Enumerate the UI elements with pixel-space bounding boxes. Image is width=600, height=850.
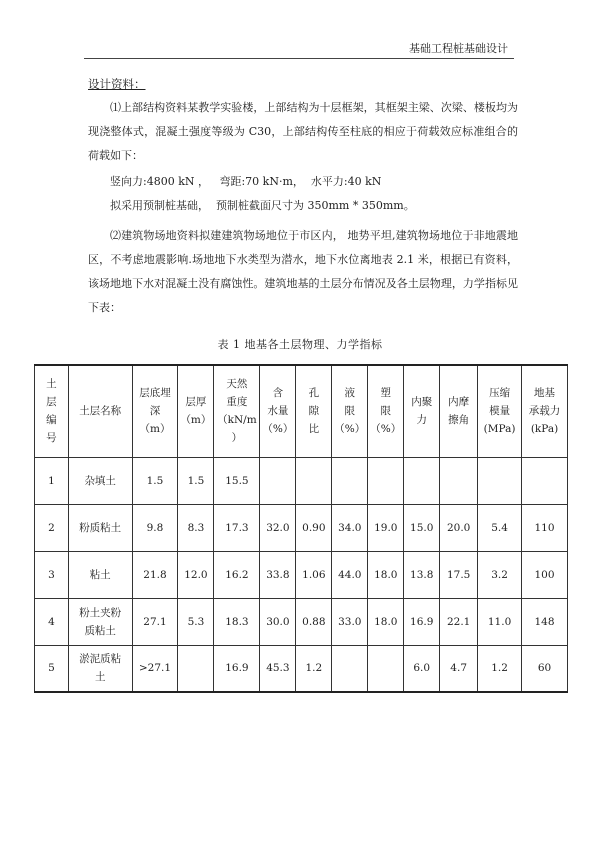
table-cell: [132, 551, 178, 598]
cell-text: 2: [48, 521, 55, 534]
cell-text: 100: [534, 568, 555, 581]
cell-text: 隙: [308, 405, 320, 418]
cell-text: 19.0: [374, 521, 398, 534]
cell-text: 淤泥质粘: [79, 653, 122, 666]
cell-text: 22.1: [446, 615, 471, 628]
cell-text: 9.8: [146, 521, 164, 534]
cell-text: (MPa): [483, 423, 516, 436]
header-cell: [296, 365, 332, 457]
table-cell: [440, 457, 478, 504]
cell-text: （m）: [139, 423, 171, 436]
table-cell: [440, 598, 478, 645]
cell-text: 16.9: [410, 615, 434, 628]
cell-text: 天然: [226, 378, 248, 391]
cell-text: 17.3: [225, 521, 249, 534]
table-cell: [522, 551, 568, 598]
table-cell: [178, 504, 214, 551]
header-cell: [404, 365, 440, 457]
table-cell: [260, 504, 296, 551]
cell-text: 8.3: [187, 521, 205, 534]
cell-text: 层: [46, 396, 57, 409]
cell-text: 11.0: [487, 615, 512, 628]
cell-text: 13.8: [410, 568, 434, 581]
cell-text: 1.2: [305, 662, 323, 675]
table-cell: [478, 598, 522, 645]
cell-text: 20.0: [446, 521, 471, 534]
table-row: [35, 457, 568, 504]
table-cell: [404, 645, 440, 692]
table-header-row: [35, 365, 568, 457]
header-cell: [478, 365, 522, 457]
header-cell: [522, 365, 568, 457]
table-cell: [35, 645, 69, 692]
section-title: 设计资料：: [88, 77, 146, 91]
pile-line: 拟采用预制桩基础， 预制桩截面尺寸为 350mm * 350mm。: [110, 199, 415, 212]
table-cell: [68, 504, 132, 551]
table-cell: [214, 504, 260, 551]
cell-text: 层厚: [185, 396, 207, 409]
cell-text: 33.0: [338, 615, 362, 628]
cell-text: 限: [344, 405, 356, 418]
table-cell: [478, 551, 522, 598]
cell-text: 110: [534, 521, 555, 534]
table-cell: [368, 645, 404, 692]
cell-text: 水量: [267, 405, 289, 418]
table-cell: [368, 598, 404, 645]
table-cell: [260, 551, 296, 598]
cell-text: 杂填土: [84, 474, 116, 487]
cell-text: 比: [308, 423, 320, 436]
cell-text: 5.4: [491, 521, 508, 534]
cell-text: 内摩: [448, 396, 470, 409]
cell-text: 力: [416, 414, 427, 427]
cell-text: 粘土: [89, 568, 111, 581]
cell-text: ）: [231, 432, 243, 445]
cell-text: 土层名称: [79, 405, 122, 418]
table-cell: [35, 457, 69, 504]
table-cell: [260, 457, 296, 504]
cell-text: 号: [46, 432, 57, 445]
cell-text: 液: [344, 387, 356, 400]
cell-text: 限: [380, 405, 392, 418]
table-cell: [368, 504, 404, 551]
cell-text: （%）: [334, 423, 366, 436]
cell-text: 土: [94, 671, 106, 684]
table-cell: [68, 551, 132, 598]
table-cell: [478, 645, 522, 692]
table-body: [35, 457, 568, 692]
table-cell: [368, 457, 404, 504]
cell-text: 44.0: [338, 568, 362, 581]
cell-text: 17.5: [446, 568, 471, 581]
cell-text: 1.5: [187, 474, 205, 487]
cell-text: （%）: [370, 423, 402, 436]
cell-text: 4.7: [450, 662, 467, 675]
table-cell: [260, 645, 296, 692]
table-cell: [132, 598, 178, 645]
cell-text: 0.88: [302, 615, 326, 628]
cell-text: 32.0: [266, 521, 290, 534]
table-cell: [178, 645, 214, 692]
header-cell: [332, 365, 368, 457]
table-cell: [296, 551, 332, 598]
table-cell: [214, 457, 260, 504]
cell-text: 含: [272, 387, 284, 400]
table-cell: [522, 504, 568, 551]
table-cell: [478, 504, 522, 551]
table-row: [35, 504, 568, 551]
cell-text: 21.8: [143, 568, 167, 581]
table-cell: [132, 504, 178, 551]
cell-text: 地基: [534, 387, 556, 400]
table-cell: [35, 551, 69, 598]
table-cell: [332, 645, 368, 692]
cell-text: 0.90: [302, 521, 326, 534]
table-cell: [332, 551, 368, 598]
header-cell: [368, 365, 404, 457]
table-cell: [132, 457, 178, 504]
table-cell: [522, 645, 568, 692]
soil-properties-table: [34, 364, 568, 693]
cell-text: 承载力: [528, 405, 561, 418]
table-cell: [68, 457, 132, 504]
table-cell: [440, 645, 478, 692]
header-cell: [68, 365, 132, 457]
table-cell: [296, 504, 332, 551]
cell-text: 16.9: [225, 662, 249, 675]
cell-text: 1: [48, 474, 55, 487]
table-cell: [178, 457, 214, 504]
cell-text: 3.2: [491, 568, 508, 581]
table-row: [35, 645, 568, 692]
cell-text: 5.3: [187, 615, 205, 628]
cell-text: 148: [534, 615, 555, 628]
table-cell: [68, 598, 132, 645]
cell-text: 1.2: [491, 662, 508, 675]
header-cell: [132, 365, 178, 457]
cell-text: 6.0: [413, 662, 431, 675]
table-cell: [522, 457, 568, 504]
cell-text: 编: [46, 414, 57, 427]
table-row: [35, 598, 568, 645]
cell-text: 重度: [226, 396, 248, 409]
cell-text: 粉质粘土: [79, 521, 122, 534]
cell-text: 60: [537, 662, 552, 675]
cell-text: 34.0: [338, 521, 362, 534]
cell-text: 压缩: [489, 387, 511, 400]
table-cell: [214, 598, 260, 645]
cell-text: 4: [48, 615, 55, 628]
paragraph-site: ⑵建筑物场地资料拟建建筑物场地位于市区内， 地势平坦,建筑物场地位于非地震地区，不考虑地震影响.场地地下水类型为潜水，地下水位离地表 2.1 米，根据已有资料，该场地地下水对混凝土没有腐蚀性。建筑地基的土层分布情况及各土层物理，力学指标见下表：: [88, 229, 518, 314]
table-cell: [132, 645, 178, 692]
loads-line: 竖向力:4800 kN ， 弯距:70 kN·m， 水平力:40 kN: [110, 175, 382, 188]
table-cell: [522, 598, 568, 645]
cell-text: 5: [48, 662, 55, 675]
cell-text: 33.8: [266, 568, 290, 581]
cell-text: 12.0: [184, 568, 208, 581]
cell-text: 土: [46, 378, 57, 391]
table-cell: [404, 457, 440, 504]
table-row: [35, 551, 568, 598]
table-cell: [404, 598, 440, 645]
cell-text: 3: [48, 568, 55, 581]
cell-text: 粉土夹粉: [79, 606, 122, 619]
table-cell: [35, 598, 69, 645]
cell-text: （m）: [180, 414, 212, 427]
cell-text: >27.1: [138, 662, 172, 675]
header-cell: [178, 365, 214, 457]
cell-text: (kPa): [530, 423, 559, 436]
header-cell: [214, 365, 260, 457]
table-cell: [178, 551, 214, 598]
header-cell: [440, 365, 478, 457]
cell-text: 45.3: [266, 662, 290, 675]
cell-text: 18.0: [374, 568, 398, 581]
cell-text: 内聚: [411, 396, 433, 409]
table-cell: [478, 457, 522, 504]
header-title: 基础工程桩基础设计: [409, 42, 508, 55]
table-cell: [440, 551, 478, 598]
cell-text: 层底埋: [139, 387, 171, 400]
table-cell: [368, 551, 404, 598]
table-cell: [296, 457, 332, 504]
cell-text: 1.06: [302, 568, 326, 581]
table-cell: [404, 504, 440, 551]
cell-text: （%）: [262, 423, 294, 436]
header-cell: [260, 365, 296, 457]
cell-text: 18.3: [225, 615, 249, 628]
table-cell: [260, 598, 296, 645]
table-caption: 表 1 地基各土层物理、力学指标: [217, 338, 383, 351]
cell-text: （kN/m: [217, 414, 257, 427]
cell-text: 模量: [489, 405, 511, 418]
cell-text: 擦角: [448, 414, 470, 427]
header-cell: [35, 365, 69, 457]
table-cell: [332, 504, 368, 551]
table-cell: [296, 645, 332, 692]
table-cell: [214, 551, 260, 598]
table-cell: [214, 645, 260, 692]
cell-text: 深: [149, 405, 161, 418]
cell-text: 15.0: [410, 521, 434, 534]
table-cell: [404, 551, 440, 598]
paragraph-structure: ⑴上部结构资料某教学实验楼，上部结构为十层框架，其框架主梁、次梁、楼板均为现浇整体式，混凝土强度等级为 C30，上部结构传至柱底的相应于荷载效应标准组合的荷载如下：: [88, 101, 518, 162]
cell-text: 18.0: [374, 615, 398, 628]
page-header: [84, 42, 514, 59]
cell-text: 30.0: [266, 615, 290, 628]
cell-text: 孔: [308, 387, 320, 400]
table-cell: [440, 504, 478, 551]
cell-text: 塑: [380, 387, 392, 400]
cell-text: 15.5: [225, 474, 249, 487]
table-cell: [332, 598, 368, 645]
cell-text: 1.5: [146, 474, 164, 487]
table-cell: [35, 504, 69, 551]
cell-text: 质粘土: [84, 624, 116, 637]
table-cell: [178, 598, 214, 645]
table-cell: [332, 457, 368, 504]
cell-text: 27.1: [143, 615, 167, 628]
table-cell: [296, 598, 332, 645]
table-cell: [68, 645, 132, 692]
cell-text: 16.2: [225, 568, 249, 581]
